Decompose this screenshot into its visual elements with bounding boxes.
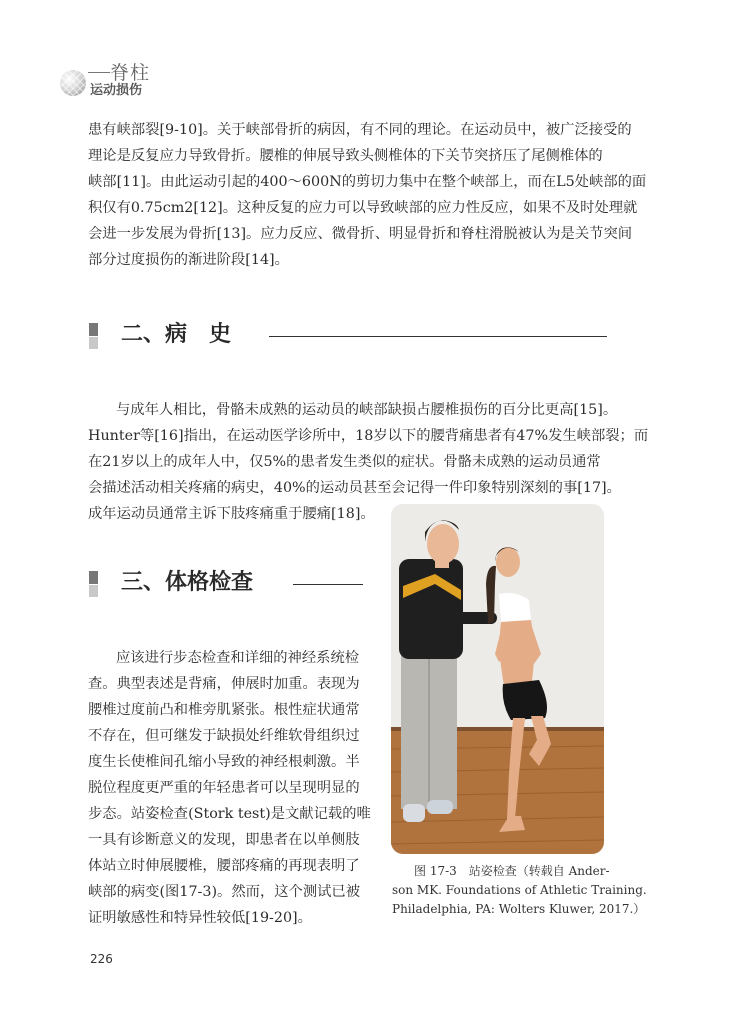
running-header [60,58,200,98]
text-line: 一具有诊断意义的发现，即患者在以单侧肢 [88,832,360,848]
section-heading-physical-exam [89,569,364,603]
text-line: 峡部[11]。由此运动引起的400～600N的剪切力集中在整个峡部上，而在L5处峡部的面 [88,174,647,190]
stork-test-photo [391,504,604,854]
text-line: 会描述活动相关疼痛的病史，40%的运动员甚至会记得一件印象特别深刻的事[17]。 [88,480,621,496]
section-rule [269,336,607,337]
text-line: 证明敏感性和特异性较低[19-20]。 [88,910,312,926]
section-title: 三、体格检查 [121,570,254,595]
text-line: 与成年人相比，骨骼未成熟的运动员的峡部缺损占腰椎损伤的百分比更高[15]。 [116,402,618,418]
text-line: 腰椎过度前凸和椎旁肌紧张。根性症状通常 [88,702,360,718]
caption-line: Philadelphia, PA: Wolters Kluwer, 2017.） [392,902,646,916]
section-marker [89,323,98,336]
text-line: 不存在，但可继发于缺损处纤维软骨组织过 [88,728,360,744]
text-line: 应该进行步态检查和详细的神经系统检 [116,650,360,666]
header-part-title: 脊柱 [110,62,151,84]
section-rule [293,584,363,585]
section-marker [89,337,98,349]
text-line: 积仅有0.75cm2[12]。这种反复的应力可以导致峡部的应力性反应，如果不及时处理就 [88,200,638,216]
text-line: 理论是反复应力导致骨折。腰椎的伸展导致头侧椎体的下关节突挤压了尾侧椎体的 [88,148,603,164]
section-heading-history [89,321,607,355]
text-line: 部分过度损伤的渐进阶段[14]。 [88,252,289,268]
section-marker [89,571,98,584]
exam-paragraph [88,645,378,931]
caption-line: 图 17-3 站姿检查（转载自 Ander- [414,864,610,878]
header-divider [88,72,110,73]
text-line: 查。典型表述是背痛，伸展时加重。表现为 [88,676,360,692]
intro-paragraph [88,117,647,273]
section-marker [89,585,98,597]
text-line: 会进一步发展为骨折[13]。应力反应、微骨折、明显骨折和脊柱滑脱被认为是关节突间 [88,226,633,242]
section-title: 二、病 史 [121,322,232,347]
text-line: 患有峡部裂[9-10]。关于峡部骨折的病因，有不同的理论。在运动员中，被广泛接受的 [88,122,632,138]
caption-line: son MK. Foundations of Athletic Training. [392,883,647,897]
figure-caption [392,862,647,919]
text-line: 步态。站姿检查(Stork test)是文献记载的唯 [88,806,371,822]
page-number: 226 [90,952,113,966]
text-line: 脱位程度更严重的年轻患者可以呈现明显的 [88,780,360,796]
text-line: 在21岁以上的成年人中，仅5%的患者发生类似的症状。骨骼未成熟的运动员通常 [88,454,601,470]
golf-ball-icon [60,70,86,96]
text-line: 峡部的病变(图17-3)。然而，这个测试已被 [88,884,361,900]
header-book-title: 运动损伤 [90,83,143,98]
stork-test-illustration [391,504,604,854]
text-line: 体站立时伸展腰椎，腰部疼痛的再现表明了 [88,858,360,874]
text-line: 成年运动员通常主诉下肢疼痛重于腰痛[18]。 [88,506,375,522]
text-line: Hunter等[16]指出，在运动医学诊所中，18岁以下的腰背痛患者有47%发生峡部裂；而 [88,428,649,444]
text-line: 度生长使椎间孔缩小导致的神经根刺激。半 [88,754,360,770]
